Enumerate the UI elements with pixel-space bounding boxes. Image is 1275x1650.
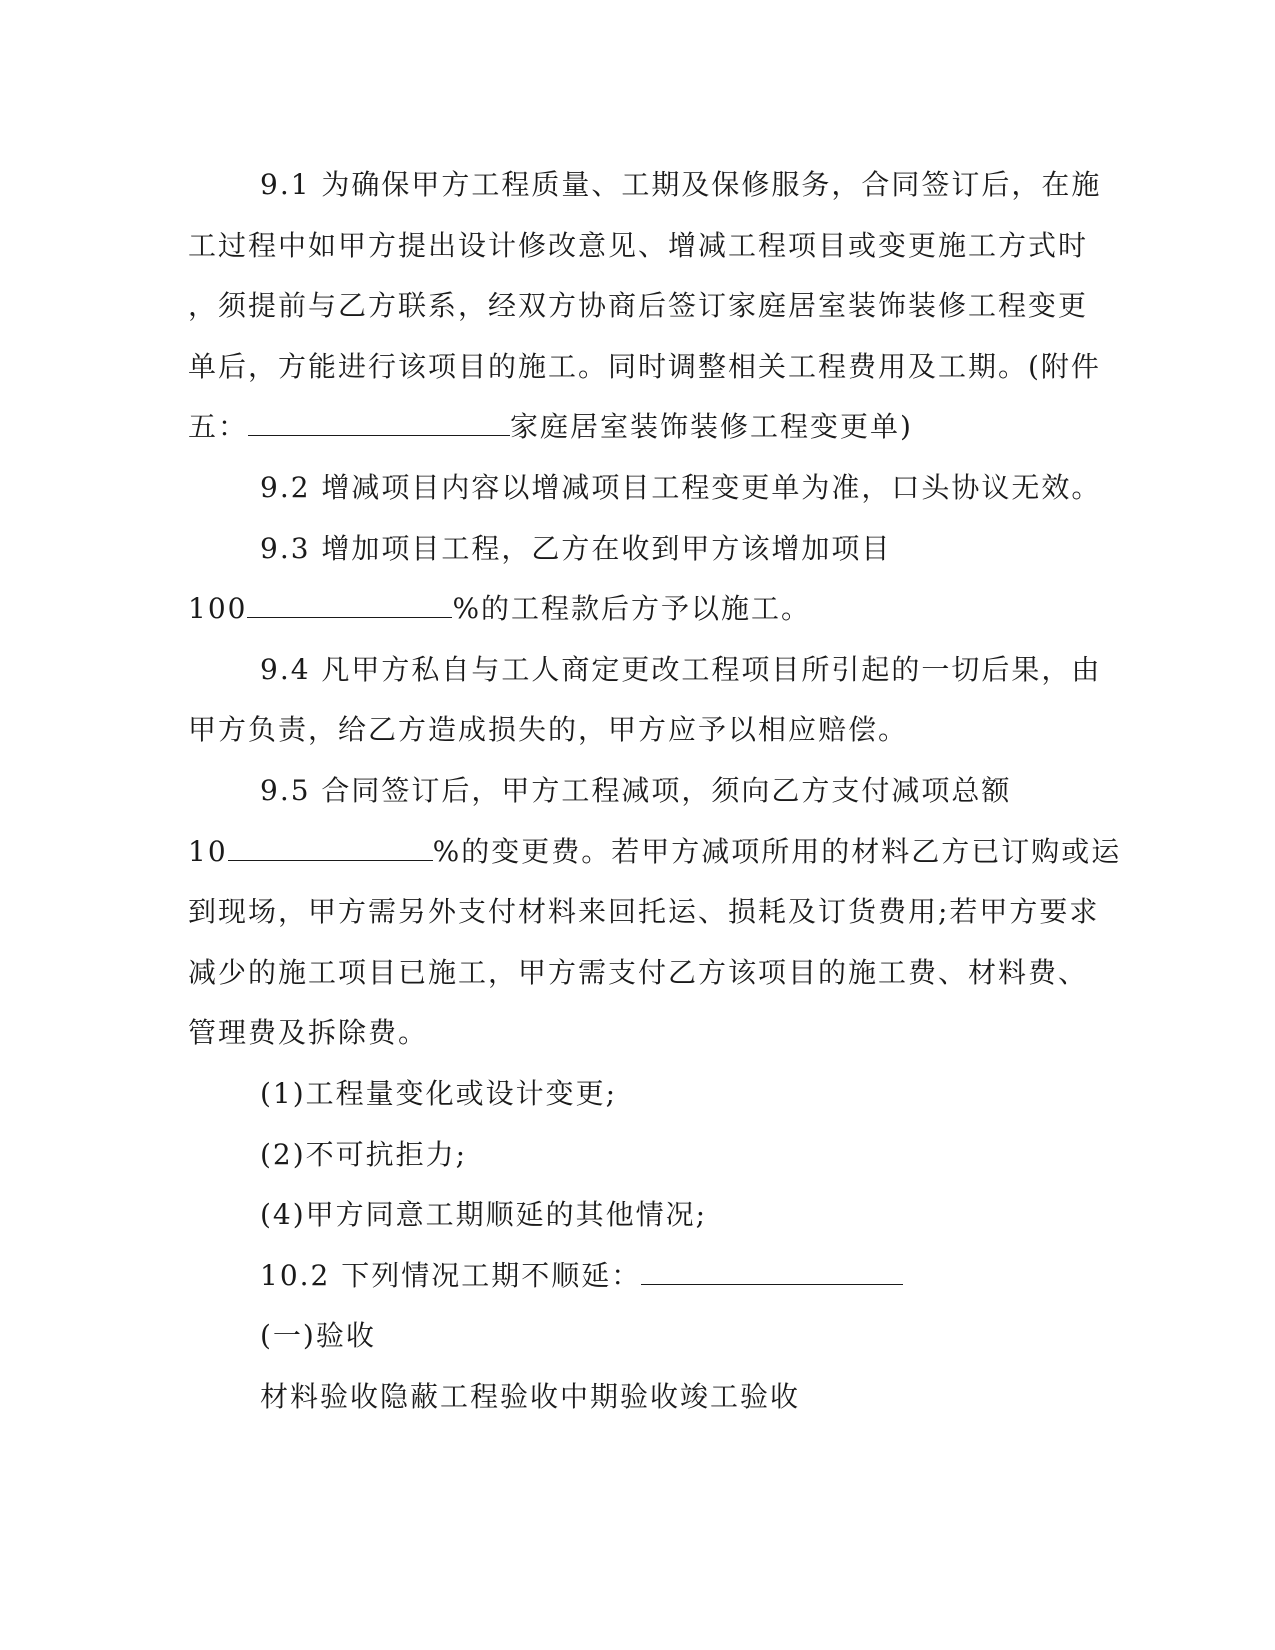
clause-9-5-line-1: 9.5 合同签订后，甲方工程减项，须向乙方支付减项总额: [260, 773, 1012, 807]
list-item-4: (4)甲方同意工期顺延的其他情况;: [260, 1198, 708, 1232]
clause-9-2: 9.2 增减项目内容以增减项目工程变更单为准，口头协议无效。: [260, 470, 1102, 504]
clause-9-1-line-5: [188, 397, 1088, 458]
percent-blank: [247, 595, 452, 618]
clause-9-3-line-1: 9.3 增加项目工程，乙方在收到甲方该增加项目: [260, 531, 892, 565]
clause-9-1-line-4: 单后，方能进行该项目的施工。同时调整相关工程费用及工期。(附件: [188, 349, 1101, 383]
clause-9-1-attachment-title: 家庭居室装饰装修工程变更单): [510, 410, 913, 444]
acceptance-types: 材料验收隐蔽工程验收中期验收竣工验收: [260, 1379, 801, 1413]
delay-blank: [641, 1262, 903, 1285]
clause-9-1-line-1: 9.1 为确保甲方工程质量、工期及保修服务，合同签订后，在施: [260, 168, 1102, 201]
clause-9-5-percent-text: %的变更费。若甲方减项所用的材料乙方已订购或运: [432, 834, 1122, 868]
clause-9-5-line-2: [188, 822, 1122, 883]
clause-10-2: [188, 1246, 1088, 1307]
clause-9-3-percent-value: 100: [188, 592, 248, 626]
clause-10-2-text: 10.2 下列情况工期不顺延：: [260, 1258, 642, 1292]
clause-9-1-line-2: 工过程中如甲方提出设计修改意见、增减工程项目或变更施工方式时: [188, 228, 1089, 262]
clause-9-5-line-3: 到现场，甲方需另外支付材料来回托运、损耗及订货费用;若甲方要求: [188, 895, 1100, 929]
attachment-blank: [248, 413, 510, 436]
clause-9-3-percent-text: %的工程款后方予以施工。: [452, 592, 812, 626]
section-heading-acceptance: (一)验收: [260, 1319, 376, 1353]
clause-9-1-line-3: ，须提前与乙方联系，经双方协商后签订家庭居室装饰装修工程变更: [188, 289, 1089, 323]
clause-9-5-percent-value: 10: [188, 834, 228, 868]
clause-9-5-line-5: 管理费及拆除费。: [188, 1016, 429, 1050]
clause-9-4-line-1: 9.4 凡甲方私自与工人商定更改工程项目所引起的一切后果，由: [260, 652, 1102, 686]
list-item-1: (1)工程量变化或设计变更;: [260, 1076, 618, 1110]
list-item-2: (2)不可抗拒力;: [260, 1137, 468, 1171]
clause-9-3-line-2: [188, 579, 1088, 640]
clause-9-5-line-4: 减少的施工项目已施工，甲方需支付乙方该项目的施工费、材料费、: [188, 955, 1089, 989]
clause-9-1-attachment-prefix: 五：: [188, 410, 249, 444]
clause-9-4-line-2: 甲方负责，给乙方造成损失的，甲方应予以相应赔偿。: [188, 713, 909, 747]
percent-blank: [228, 838, 433, 861]
document-body: [188, 155, 1122, 1427]
